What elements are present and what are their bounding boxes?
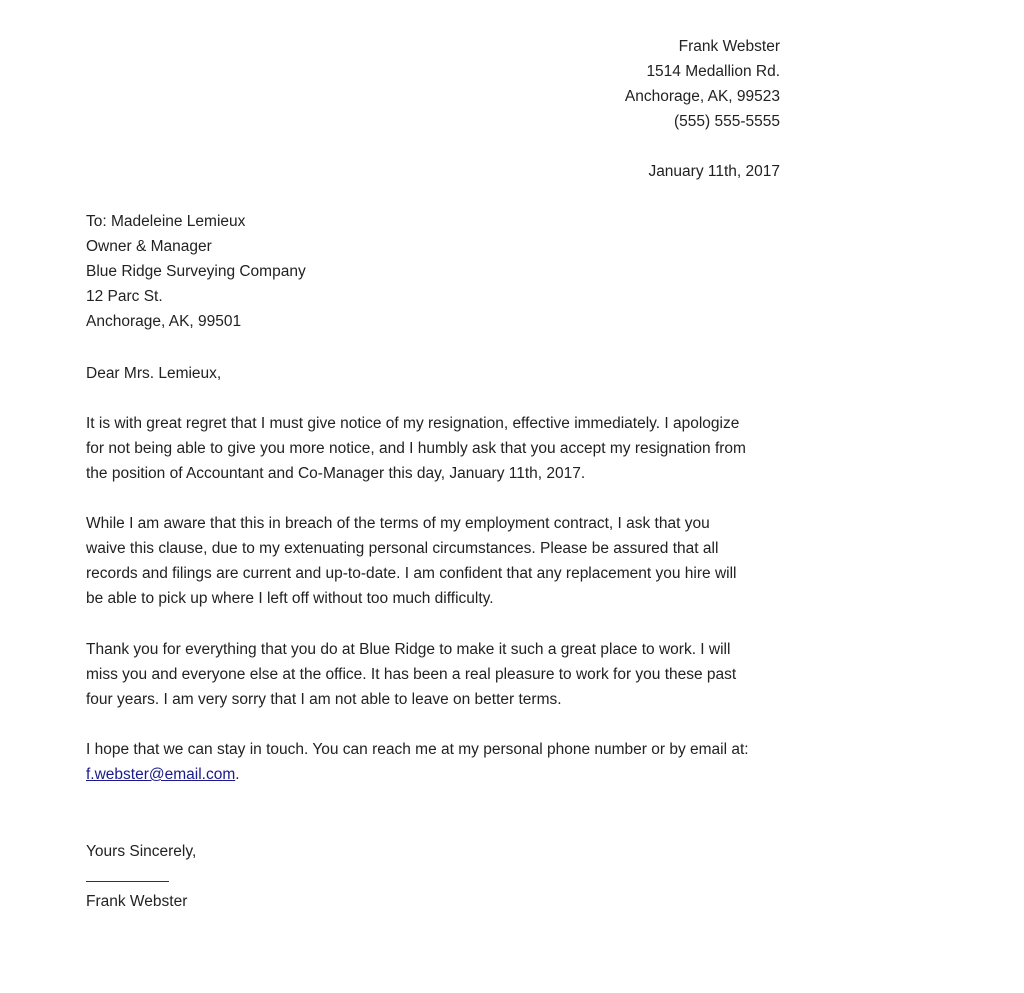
signature-name: Frank Webster (86, 893, 188, 910)
recipient-city: Anchorage, AK, 99501 (86, 313, 242, 330)
sender-street: 1514 Medallion Rd. (646, 63, 780, 80)
signature-line (86, 881, 169, 882)
paragraph-line: It is with great regret that I must give notice of my resignation, effective immediately. I apologize (86, 415, 740, 432)
body-paragraph-1 (86, 411, 786, 486)
paragraph-line: While I am aware that this in breach of the terms of my employment contract, I ask that you (86, 515, 710, 532)
salutation: Dear Mrs. Lemieux, (86, 365, 222, 382)
paragraph-line: be able to pick up where I left off without too much difficulty. (86, 590, 494, 607)
paragraph-line: I hope that we can stay in touch. You can reach me at my personal phone number or by email at: (86, 741, 749, 758)
paragraph-line: four years. I am very sorry that I am not able to leave on better terms. (86, 691, 562, 708)
recipient-company: Blue Ridge Surveying Company (86, 263, 306, 280)
letter-date: January 11th, 2017 (648, 163, 780, 180)
sender-name: Frank Webster (678, 38, 780, 55)
recipient-street: 12 Parc St. (86, 288, 163, 305)
email-trailing-period: . (235, 766, 240, 783)
paragraph-line: miss you and everyone else at the office. It has been a real pleasure to work for you these past (86, 666, 737, 683)
sender-address-block (625, 34, 780, 134)
paragraph-line: waive this clause, due to my extenuating personal circumstances. Please be assured that all (86, 540, 719, 557)
recipient-title: Owner & Manager (86, 238, 212, 255)
paragraph-line: Thank you for everything that you do at Blue Ridge to make it such a great place to work. I will (86, 641, 731, 658)
body-paragraph-4 (86, 737, 786, 787)
email-link[interactable]: f.webster@email.com (86, 766, 236, 783)
paragraph-line: records and filings are current and up-to-date. I am confident that any replacement you hire will (86, 565, 737, 582)
recipient-address-block (86, 209, 306, 334)
email-line (86, 762, 786, 787)
closing: Yours Sincerely, (86, 843, 197, 860)
recipient-to: To: Madeleine Lemieux (86, 213, 246, 230)
paragraph-line: the position of Accountant and Co-Manager this day, January 11th, 2017. (86, 465, 586, 482)
sender-phone: (555) 555-5555 (674, 113, 780, 130)
sender-city: Anchorage, AK, 99523 (624, 88, 780, 105)
body-paragraph-2 (86, 511, 786, 611)
body-paragraph-3 (86, 637, 786, 712)
paragraph-line: for not being able to give you more notice, and I humbly ask that you accept my resignation from (86, 440, 746, 457)
